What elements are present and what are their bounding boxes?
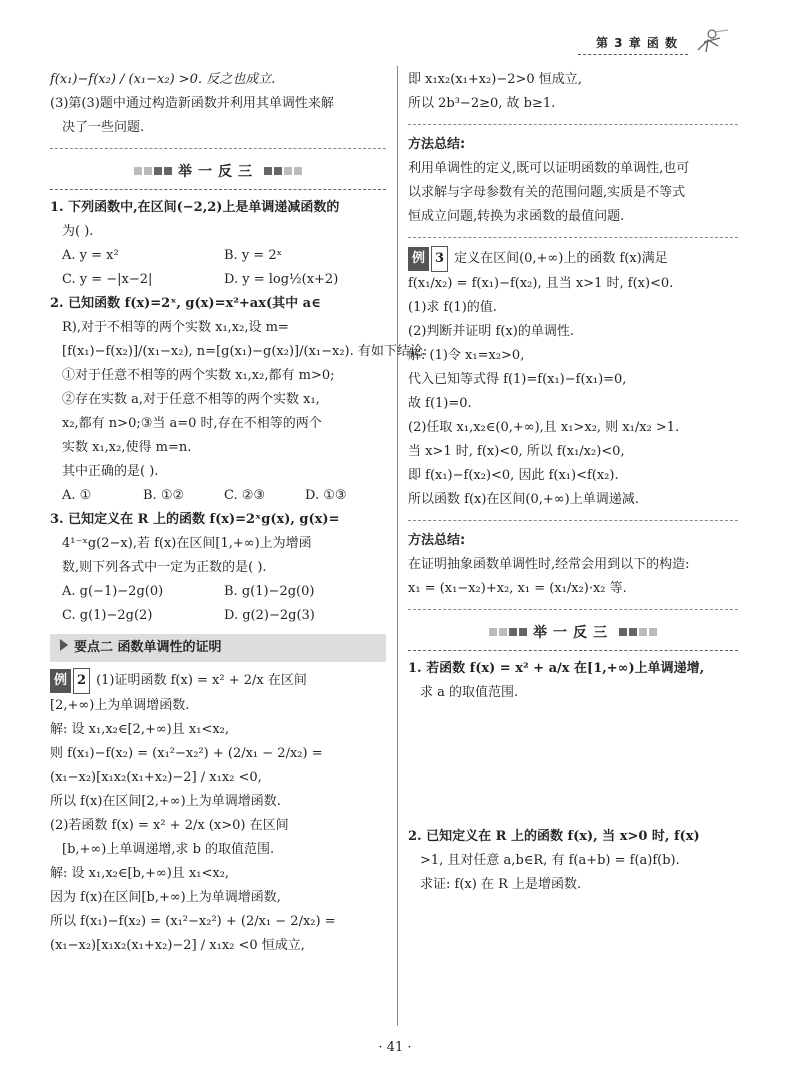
option-b: B. ①②: [143, 488, 185, 503]
text-line: 4¹⁻ˣg(2−x),若 f(x)在区间[1,+∞)上为增函: [62, 536, 312, 551]
practice-question-1: 1. 若函数 f(x) = x² + a/x 在[1,+∞)上单调递增,: [408, 661, 705, 676]
text-line: 在证明抽象函数单调性时,经常会用到以下的构造:: [408, 557, 690, 572]
text-line: [b,+∞)上单调递增,求 b 的取值范围.: [62, 842, 275, 857]
text-line: 故 f(1)=0.: [408, 396, 472, 411]
text-line: (x₁−x₂)[x₁x₂(x₁+x₂)−2] / x₁x₂ <0 恒成立,: [50, 938, 305, 953]
section-heading-text: 要点二 函数单调性的证明: [74, 640, 222, 655]
example-number: 3: [431, 246, 448, 272]
text-line: 实数 x₁,x₂,使得 m=n.: [62, 440, 192, 455]
text-line: 求 a 的取值范围.: [420, 685, 519, 700]
method-summary-title: 方法总结:: [408, 533, 466, 548]
example-badge: 例: [50, 669, 71, 693]
divider: [50, 148, 386, 149]
option-c: C. ②③: [224, 488, 266, 503]
practice-heading: [50, 157, 386, 185]
left-column: [50, 68, 428, 958]
chapter-title: 第 3 章 函 数: [596, 36, 679, 50]
practice-heading-text: 举一反三: [178, 164, 258, 180]
option-a: A. ①: [62, 488, 92, 503]
text-line: 其中正确的是( ).: [62, 464, 159, 479]
practice-question-2: 2. 已知定义在 R 上的函数 f(x), 当 x>0 时, f(x): [408, 829, 700, 844]
text-line: 所以 f(x₁)−f(x₂) = (x₁²−x₂²) + (2/x₁ − 2/x₂) =: [50, 914, 336, 929]
option-b: B. y = 2ˣ: [224, 248, 283, 263]
column-divider: [397, 66, 398, 1026]
options-row: [50, 244, 386, 268]
header-rule: [578, 54, 688, 55]
example-3-intro: [408, 246, 738, 272]
triangle-arrow-icon: [60, 639, 68, 651]
page-number: · 41 ·: [378, 1040, 412, 1055]
section-heading: [50, 634, 386, 662]
text-line: (2)任取 x₁,x₂∈(0,+∞),且 x₁>x₂, 则 x₁/x₂ >1.: [408, 420, 680, 435]
practice-heading-text: 举一反三: [533, 625, 613, 641]
text-line: 为( ).: [62, 224, 94, 239]
text-line: (3)第(3)题中通过构造新函数并利用其单调性来解: [50, 96, 334, 111]
text-line: 因为 f(x)在区间[b,+∞)上为单调增函数,: [50, 890, 281, 905]
divider: [408, 650, 738, 651]
text-line: 即 x₁x₂(x₁+x₂)−2>0 恒成立,: [408, 72, 582, 87]
options-row: [50, 268, 386, 292]
text-line: (2)若函数 f(x) = x² + 2/x (x>0) 在区间: [50, 818, 289, 833]
text-line: 以求解与字母参数有关的范围问题,实质是不等式: [408, 185, 686, 200]
text-line: x₂,都有 n>0;③当 a=0 时,存在不相等的两个: [62, 416, 322, 431]
option-b: B. g(1)−2g(0): [224, 584, 315, 599]
question-2: 2. 已知函数 f(x)=2ˣ, g(x)=x²+ax(其中 a∈: [50, 296, 321, 311]
text-line: ②存在实数 a,对于任意不相等的两个实数 x₁,: [62, 392, 320, 407]
text-line: ①对于任意不相等的两个实数 x₁,x₂,都有 m>0;: [62, 368, 335, 383]
text-line: f(x₁/x₂) = f(x₁)−f(x₂), 且当 x>1 时, f(x)<0.: [408, 276, 674, 291]
text-line: 所以 2b³−2≥0, 故 b≥1.: [408, 96, 556, 111]
text-line: 定义在区间(0,+∞)上的函数 f(x)满足: [454, 251, 668, 266]
text-line: (1)求 f(1)的值.: [408, 300, 497, 315]
options-row: [50, 484, 386, 508]
question-1: 1. 下列函数中,在区间(−2,2)上是单调递减函数的: [50, 200, 340, 215]
example-2-intro: [50, 668, 386, 694]
divider: [408, 520, 738, 521]
text-line: 求证: f(x) 在 R 上是增函数.: [420, 877, 582, 892]
option-d: D. g(2)−2g(3): [224, 608, 315, 623]
divider: [408, 124, 738, 125]
options-row: [50, 604, 386, 628]
text-line: x₁ = (x₁−x₂)+x₂, x₁ = (x₁/x₂)·x₂ 等.: [408, 581, 627, 596]
text-line: (x₁−x₂)[x₁x₂(x₁+x₂)−2] / x₁x₂ <0,: [50, 770, 262, 785]
example-number: 2: [73, 668, 90, 694]
text-line: [f(x₁)−f(x₂)]/(x₁−x₂), n=[g(x₁)−g(x₂)]/(x₁−x₂). 有如下结论:: [62, 344, 428, 359]
text-line: 恒成立问题,转换为求函数的最值问题.: [408, 209, 625, 224]
text-line: 解: (1)令 x₁=x₂>0,: [408, 348, 525, 363]
running-figure-icon: [690, 28, 730, 54]
right-column: [408, 68, 738, 897]
text-line: (2)判断并证明 f(x)的单调性.: [408, 324, 574, 339]
option-a: A. g(−1)−2g(0): [62, 584, 164, 599]
text-line: R),对于不相等的两个实数 x₁,x₂,设 m=: [62, 320, 289, 335]
text-line: f(x₁)−f(x₂) / (x₁−x₂) >0. 反之也成立.: [50, 72, 276, 87]
text-line: 当 x>1 时, f(x)<0, 所以 f(x₁/x₂)<0,: [408, 444, 625, 459]
text-line: 则 f(x₁)−f(x₂) = (x₁²−x₂²) + (2/x₁ − 2/x₂) =: [50, 746, 323, 761]
text-line: 决了一些问题.: [62, 120, 145, 135]
text-line: 代入已知等式得 f(1)=f(x₁)−f(x₁)=0,: [408, 372, 627, 387]
text-line: >1, 且对任意 a,b∈R, 有 f(a+b) = f(a)f(b).: [420, 853, 680, 868]
text-line: 所以 f(x)在区间[2,+∞)上为单调增函数.: [50, 794, 281, 809]
divider: [408, 609, 738, 610]
example-badge: 例: [408, 247, 429, 271]
text-line: 解: 设 x₁,x₂∈[2,+∞)且 x₁<x₂,: [50, 722, 229, 737]
text-line: 即 f(x₁)−f(x₂)<0, 因此 f(x₁)<f(x₂).: [408, 468, 619, 483]
text-line: 利用单调性的定义,既可以证明函数的单调性,也可: [408, 161, 690, 176]
practice-heading: [408, 618, 738, 646]
text-line: (1)证明函数 f(x) = x² + 2/x 在区间: [96, 673, 307, 688]
question-3: 3. 已知定义在 R 上的函数 f(x)=2ˣg(x), g(x)=: [50, 512, 340, 527]
method-summary-title: 方法总结:: [408, 137, 466, 152]
option-c: C. y = −|x−2|: [62, 272, 153, 287]
text-line: 解: 设 x₁,x₂∈[b,+∞)且 x₁<x₂,: [50, 866, 230, 881]
answer-space: [408, 705, 738, 825]
text-line: 所以函数 f(x)在区间(0,+∞)上单调递减.: [408, 492, 639, 507]
divider: [50, 189, 386, 190]
option-d: D. y = log½(x+2): [224, 272, 339, 287]
text-line: 数,则下列各式中一定为正数的是( ).: [62, 560, 267, 575]
option-d: D. ①③: [305, 488, 347, 503]
text-line: [2,+∞)上为单调增函数.: [50, 698, 190, 713]
divider: [408, 237, 738, 238]
option-a: A. y = x²: [62, 248, 119, 263]
chapter-header: [578, 28, 738, 52]
options-row: [50, 580, 386, 604]
option-c: C. g(1)−2g(2): [62, 608, 153, 623]
